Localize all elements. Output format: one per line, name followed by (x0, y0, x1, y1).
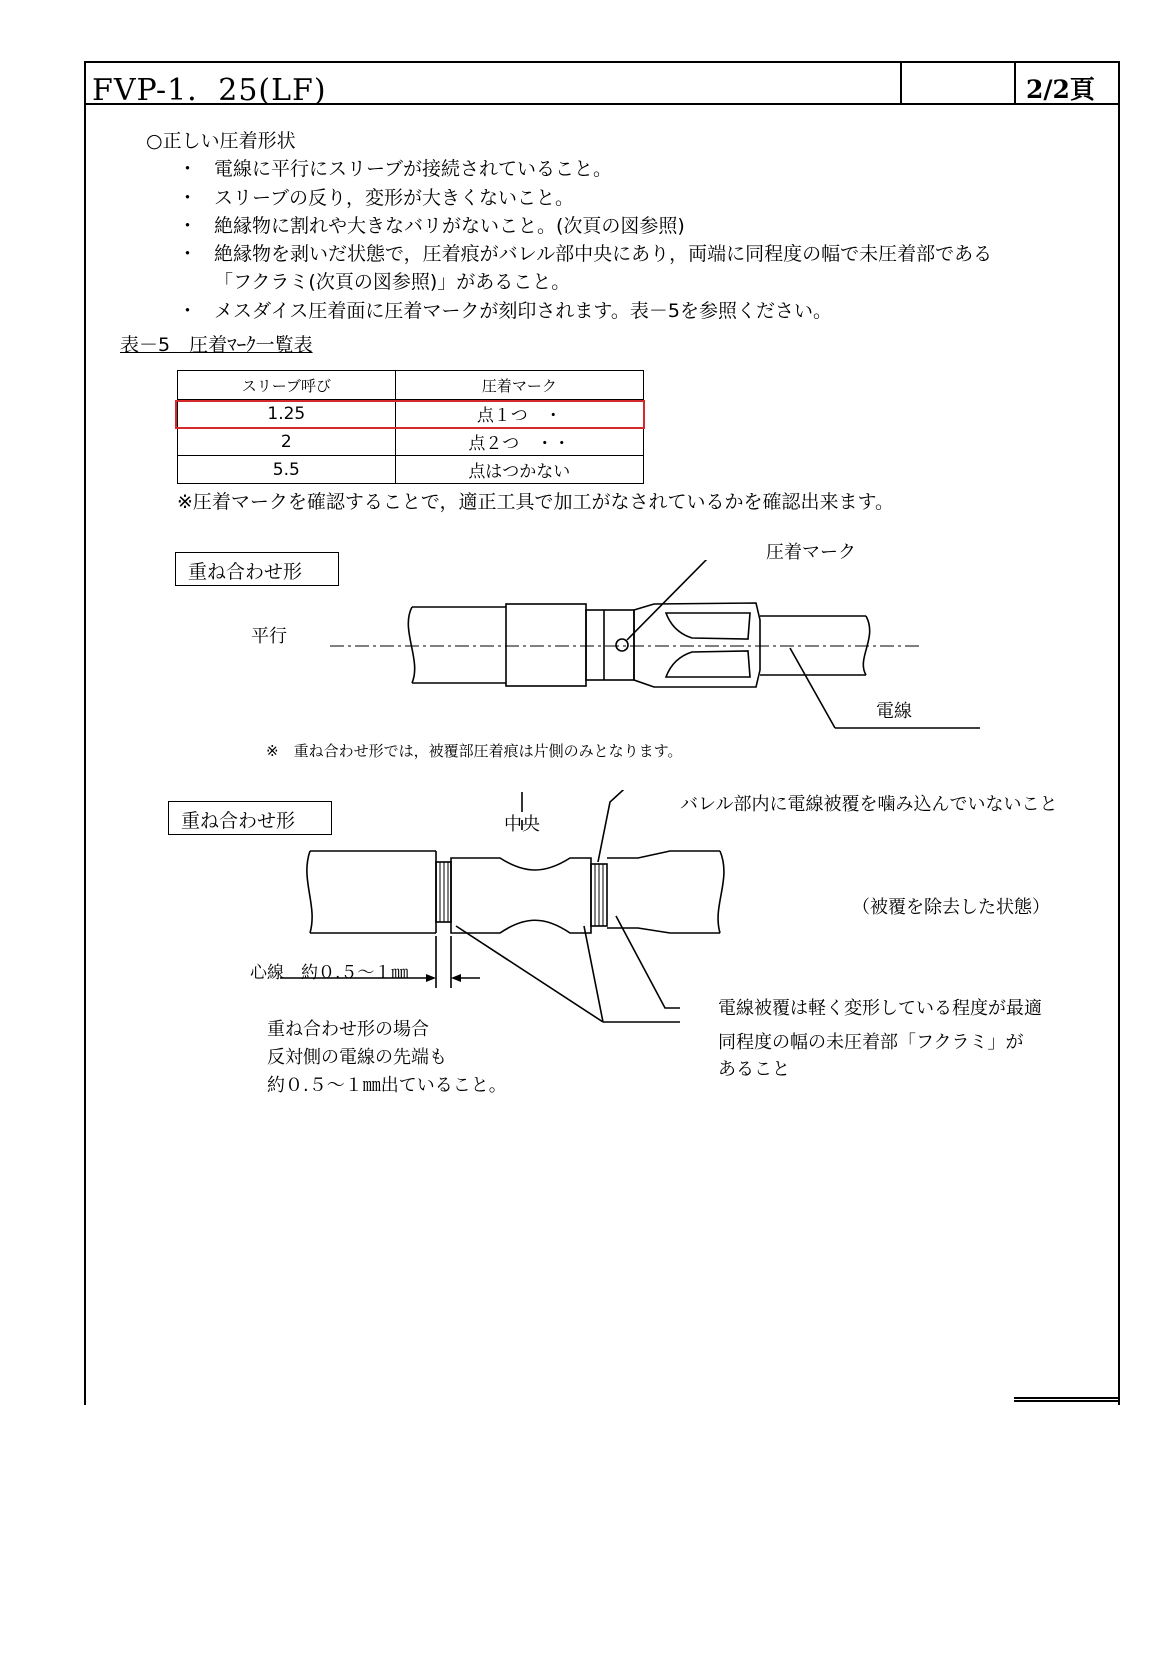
deform-note: 電線被覆は軽く変形している程度が最適 (718, 998, 1042, 1019)
document-title: FVP-1．25(LF) (92, 73, 327, 108)
parallel-label: 平行 (251, 626, 287, 647)
bullet-mark: ・ (178, 243, 198, 265)
bulge-note: 同程度の幅の未圧着部「フクラミ」が (718, 1032, 1024, 1053)
bullet-mark: ・ (178, 300, 198, 322)
cell-sleeve: 1.25 (178, 400, 396, 428)
table-note: ※圧着マークを確認することで，適正工具で加工がなされているかを確認出来ます。 (177, 491, 895, 513)
column-header-sleeve: スリーブ呼び (178, 371, 396, 400)
diagram1-label-box (175, 552, 339, 586)
bullet-text: スリーブの反り，変形が大きくないこと。 (214, 187, 575, 209)
overlap-note-continued: 約０.５～１㎜出ていること。 (267, 1075, 507, 1096)
cell-mark: 点１つ ・ (395, 400, 643, 428)
diagram1-label: 重ね合わせ形 (188, 561, 303, 583)
bullet-text: 絶縁物を剥いだ状態で，圧着痕がバレル部中央にあり，両端に同程度の幅で未圧着部である (214, 243, 993, 265)
page-border-right (1118, 104, 1120, 1405)
overlap-type-side-diagram (330, 560, 980, 740)
core-length-label: 心線 約０.５～１㎜ (250, 963, 409, 983)
bullet-text: 電線に平行にスリーブが接続されていること。 (214, 158, 613, 180)
header-divider (1014, 61, 1016, 105)
cell-sleeve: 5.5 (178, 456, 396, 484)
table-row (178, 428, 644, 456)
page-border-left (84, 104, 86, 1405)
bullet-mark: ・ (178, 158, 198, 180)
page-border-bottom-mark (1014, 1397, 1120, 1402)
diagram1-note: ※ 重ね合わせ形では，被覆部圧着痕は片側のみとなります。 (266, 742, 683, 760)
bullet-text-continued: 「フクラミ(次頁の図参照)」があること。 (214, 271, 571, 293)
table-row (178, 456, 644, 484)
crimp-mark-label: 圧着マーク (766, 542, 856, 563)
page-number: 2/2頁 (1026, 75, 1095, 104)
header-divider (900, 61, 902, 105)
center-label: 中央 (504, 814, 540, 835)
column-header-mark: 圧着マーク (395, 371, 643, 400)
barrel-note: バレル部内に電線被覆を噛み込んでいないこと (680, 794, 1058, 815)
diagram2-label: 重ね合わせ形 (181, 810, 296, 832)
bullet-text: メスダイス圧着面に圧着マークが刻印されます。表－5を参照ください。 (214, 300, 833, 322)
overlap-note: 重ね合わせ形の場合 (267, 1019, 429, 1040)
crimp-mark-table (177, 370, 644, 484)
table-row (178, 400, 644, 428)
bullet-mark: ・ (178, 187, 198, 209)
cell-mark: 点２つ ・・ (395, 428, 643, 456)
cell-mark: 点はつかない (395, 456, 643, 484)
cell-sleeve: 2 (178, 428, 396, 456)
bulge-note-continued: あること (718, 1059, 790, 1080)
stripped-state-note: （被覆を除去した状態） (852, 897, 1050, 918)
overlap-note-continued: 反対側の電線の先端も (267, 1047, 447, 1068)
bullet-mark: ・ (178, 215, 198, 237)
table-header-row (178, 371, 644, 400)
section-heading: ○正しい圧着形状 (146, 130, 296, 152)
bullet-text: 絶縁物に割れや大きなバリがないこと。(次頁の図参照) (214, 215, 685, 237)
table-caption: 表－5 圧着ﾏｰｸ一覧表 (120, 334, 313, 356)
wire-label: 電線 (876, 701, 912, 722)
stripped-crimp-diagram (280, 790, 1080, 1030)
